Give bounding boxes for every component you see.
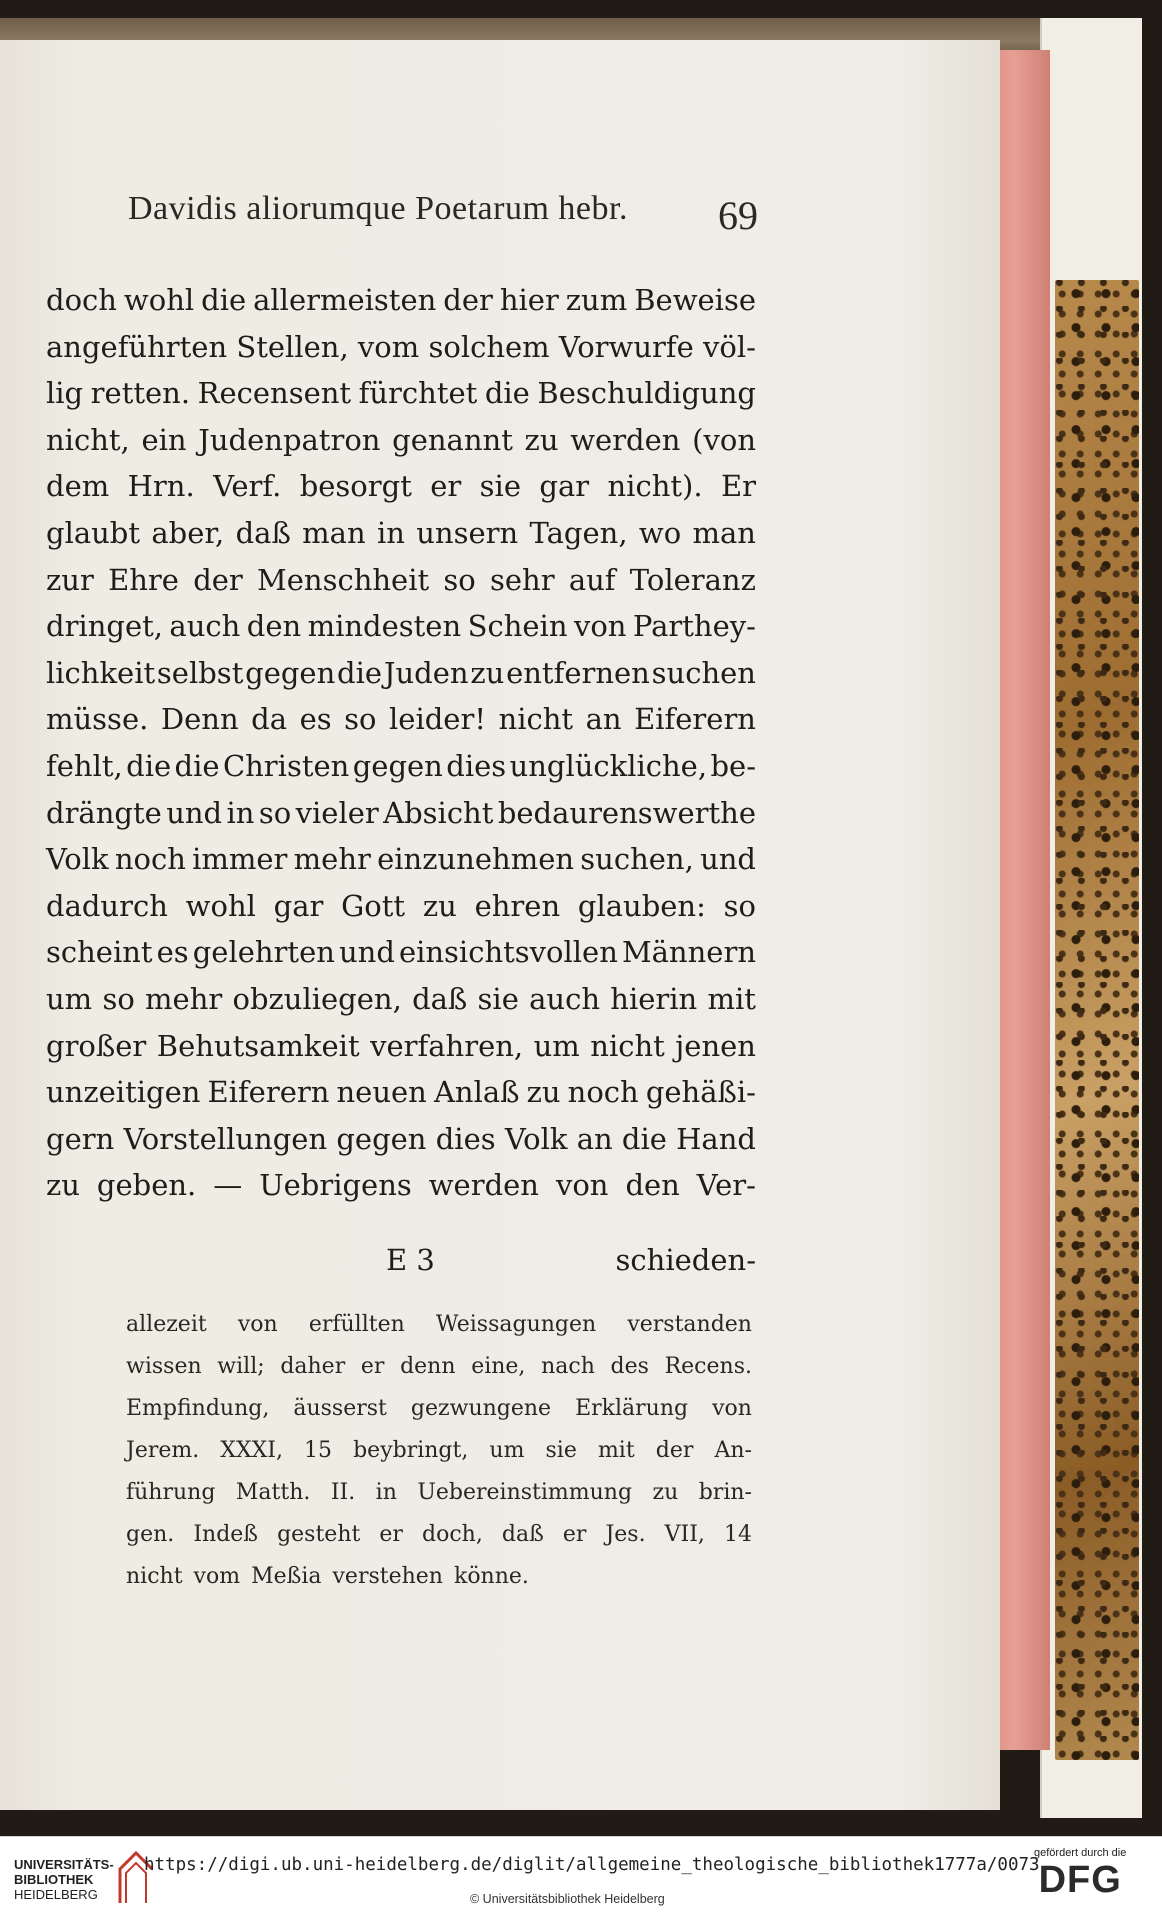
funder-logo [1034, 1847, 1126, 1901]
footnote-line: wissen will; daher er denn eine, nach des Recens. [126, 1354, 752, 1379]
text-line: müsse. Denn da es so leider! nicht an Eiferern [46, 702, 756, 737]
footnote-line: allezeit von erfüllten Weissagungen verstanden [126, 1312, 752, 1337]
text-line: drängte und in so vieler Absicht bedaurenswerthe [46, 795, 756, 830]
footnote-line: Jerem. XXXI, 15 beybringt, um sie mit der An- [126, 1438, 752, 1463]
signature-row [386, 1243, 756, 1289]
text-line: unzeitigen Eiferern neuen Anlaß zu noch gehäßi- [46, 1075, 756, 1110]
marbled-endpaper [1055, 280, 1139, 1760]
viewer-footer [0, 1836, 1162, 1923]
text-line: dadurch wohl gar Gott zu ehren glauben: so [46, 888, 756, 923]
page-number: 69 [718, 193, 758, 238]
text-line: fehlt, die die Christen gegen dies unglückliche, be- [46, 748, 756, 783]
text-line: dringet, auch den mindesten Schein von Parthey- [46, 609, 756, 644]
library-logo[interactable] [14, 1857, 114, 1902]
text-line: lig retten. Recensent fürchtet die Beschuldigung [46, 376, 756, 411]
text-line: angeführten Stellen, vom solchem Vorwurfe völ- [46, 329, 756, 364]
copyright-notice: © Universitätsbibliothek Heidelberg [470, 1892, 665, 1906]
text-line: Volk noch immer mehr einzunehmen suchen, und [46, 842, 756, 877]
main-text [46, 277, 756, 1209]
text-line: doch wohl die allermeisten der hier zum Beweise [46, 283, 756, 317]
text-line: lichkeit selbst gegen die Juden zu entfernen suchen [46, 655, 756, 690]
footnote-line: Empfindung, äusserst gezwungene Erklärung von [126, 1396, 752, 1421]
signature-mark: E 3 [386, 1243, 435, 1277]
text-line: dem Hrn. Verf. besorgt er sie gar nicht). Er [46, 469, 756, 504]
footnote-line: führung Matth. II. in Uebereinstimmung zu brin- [126, 1480, 752, 1505]
text-line: zur Ehre der Menschheit so sehr auf Toleranz [46, 562, 756, 597]
logo-line: BIBLIOTHEK [14, 1872, 94, 1887]
running-head: Davidis aliorumque Poetarum hebr. [128, 190, 628, 227]
footnote-line: gen. Indeß gesteht er doch, daß er Jes. VII, 14 [126, 1522, 752, 1547]
logo-line: UNIVERSITÄTS- [14, 1857, 114, 1872]
text-line: großer Behutsamkeit verfahren, um nicht jenen [46, 1028, 756, 1063]
text-line: zu geben. — Uebrigens werden von den Ver- [46, 1168, 756, 1203]
funder-label: gefördert durch die [1034, 1847, 1127, 1859]
footnote-line: nicht vom Meßia verstehen könne. [126, 1564, 529, 1589]
text-line: gern Vorstellungen gegen dies Volk an die Hand [46, 1121, 756, 1156]
text-line: glaubt aber, daß man in unsern Tagen, wo man [46, 515, 756, 550]
catchword: schieden- [615, 1243, 756, 1277]
logo-line: HEIDELBERG [14, 1887, 98, 1902]
text-line: nicht, ein Judenpatron genannt zu werden (von [46, 422, 756, 457]
footnote [126, 1304, 752, 1598]
text-line: um so mehr obzuliegen, daß sie auch hierin mit [46, 981, 756, 1016]
dfg-logo: DFG [1038, 1859, 1122, 1901]
text-line: scheint es gelehrten und einsichtsvollen Männern [46, 935, 756, 970]
permalink-url[interactable]: https://digi.ub.uni-heidelberg.de/diglit/allgemeine_theologische_bibliothek1777a/0073 [144, 1855, 1040, 1875]
